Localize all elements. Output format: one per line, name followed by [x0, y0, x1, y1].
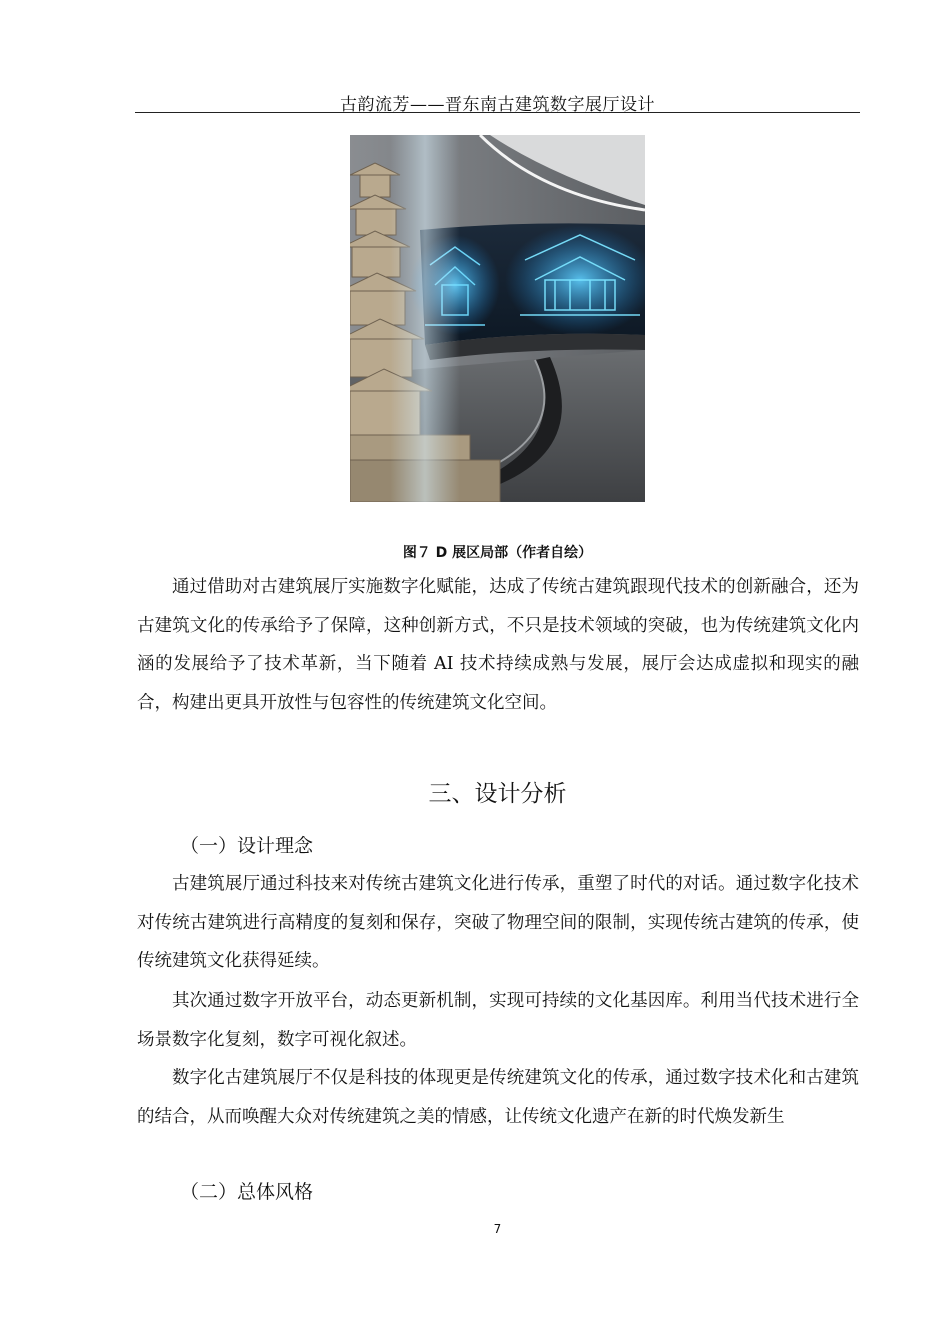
subsection-heading: （二）总体风格: [180, 1181, 314, 1203]
figure-image: [350, 135, 645, 502]
paragraph: 数字化古建筑展厅不仅是科技的体现更是传统建筑文化的传承，通过数字技术化和古建筑的结合，从而唤醒大众对传统建筑之美的情感，让传统文化遗产在新的时代焕发新生: [137, 1068, 859, 1127]
subsection-heading: （一）设计理念: [180, 835, 314, 857]
figure-caption: 图７ D 展区局部（作者自绘）: [402, 545, 593, 561]
section-title: 三、设计分析: [428, 781, 567, 807]
header-rule: [135, 112, 860, 113]
paragraph: 通过借助对古建筑展厅实施数字化赋能，达成了传统古建筑跟现代技术的创新融合，还为古建筑文化的传承给予了保障，这种创新方式，不只是技术领域的突破，也为传统建筑文化内涵的发展给予了技术革新，当下随着 AI 技术持续成熟与发展，展厅会达成虚拟和现实的融合，构建出更具开放性与包容性的传统建筑文化空间。: [137, 577, 859, 713]
page-number: 7: [493, 1222, 502, 1236]
paragraph: 古建筑展厅通过科技来对传统古建筑文化进行传承，重塑了时代的对话。通过数字化技术对传统古建筑进行高精度的复刻和保存，突破了物理空间的限制，实现传统古建筑的传承，使传统建筑文化获得延续。: [137, 874, 859, 971]
paragraph: 其次通过数字开放平台，动态更新机制，实现可持续的文化基因库。利用当代技术进行全场景数字化复刻，数字可视化叙述。: [137, 991, 859, 1050]
running-header: 古韵流芳——晋东南古建筑数字展厅设计: [340, 95, 655, 115]
